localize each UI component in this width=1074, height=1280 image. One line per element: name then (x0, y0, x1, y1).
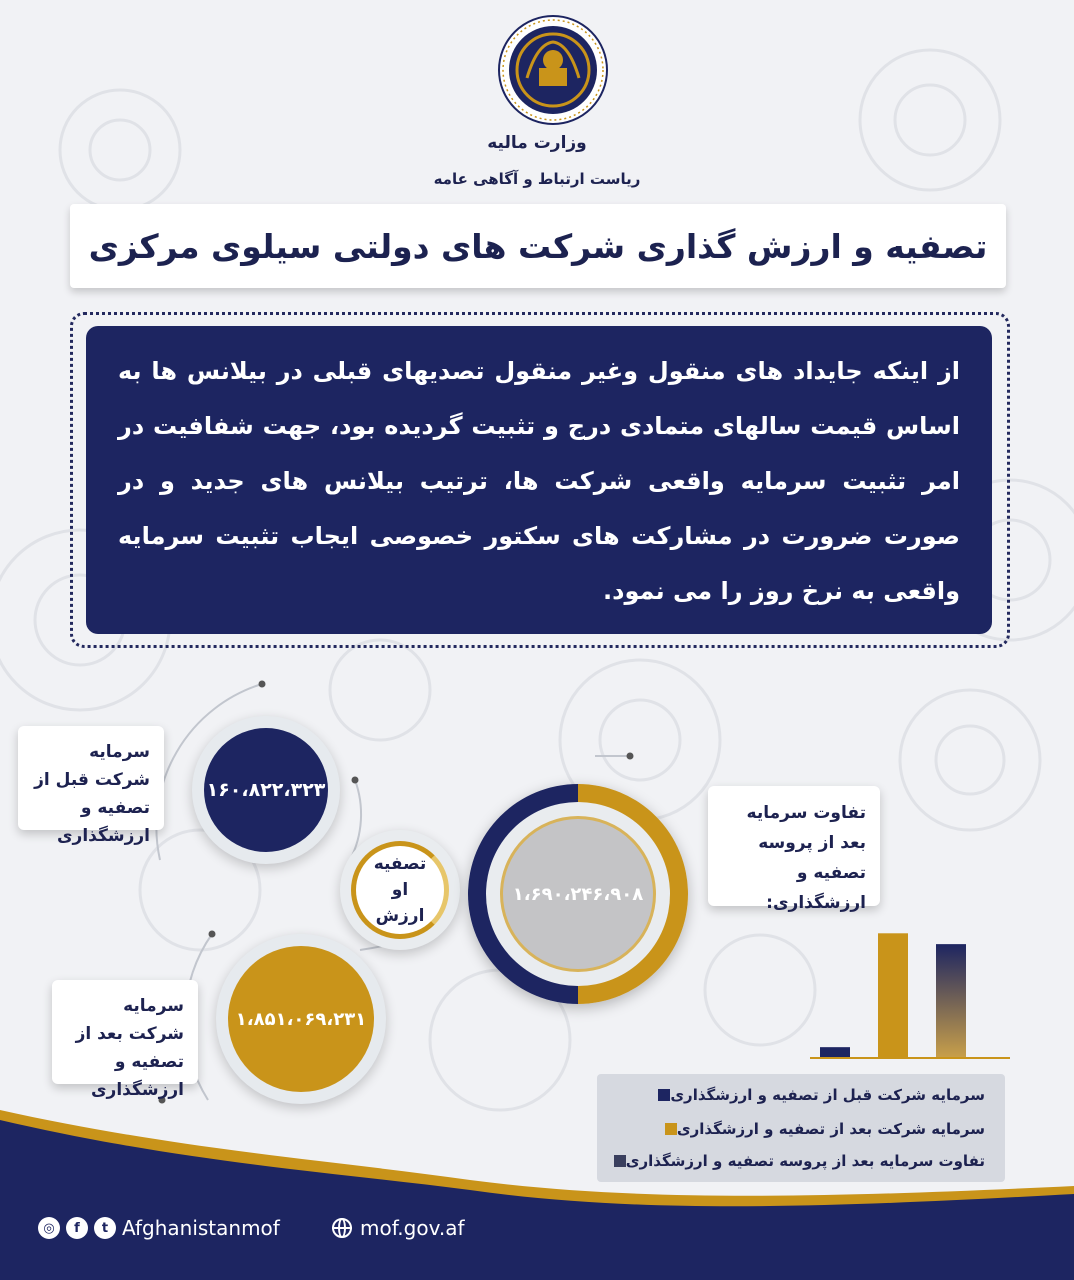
difference-circle-ring (468, 784, 688, 1004)
after-label: سرمایه شرکت بعد از تصفیه و ارزشگذاری (75, 996, 184, 1100)
website-url[interactable]: mof.gov.af (360, 1216, 465, 1240)
center-label: تصفیه او ارزش (373, 854, 427, 926)
center-circle (351, 841, 449, 939)
legend-label-after: سرمایه شرکت بعد از تصفیه و ارزشگذاری (676, 1120, 985, 1138)
social-handle[interactable]: Afghanistanmof (122, 1216, 280, 1240)
difference-label: تفاوت سرمایه بعد از پروسه تصفیه و ارزشگذاری: (746, 803, 866, 913)
page-title: تصفیه و ارزش گذاری شرکت های دولتی سیلوی مرکزی (70, 204, 1006, 288)
after-label-card (52, 980, 198, 1100)
bar-after (878, 933, 908, 1058)
before-circle (204, 728, 328, 852)
difference-circle-inner-ring (486, 802, 670, 986)
legend-label-difference: تفاوت سرمایه بعد از پروسه تصفیه و ارزشگذاری (625, 1152, 985, 1170)
twitter-icon[interactable]: t (94, 1217, 116, 1239)
website-link[interactable] (332, 1216, 465, 1240)
description-paragraph: از اینکه جایداد های منقول وغیر منقول تصدیهای قبلی در بیلانس ها به اساس قیمت سالهای متمادی درج و تثبیت گردیده بود، جهت شفافیت در امر تثبیت سرمایه واقعی شرکت ها، ترتیب بیلانس های جدید و در صورت ضرورت در مشارکت های سکتور خصوصی ایجاب تثبیت سرمایه واقعی به نرخ روز را می نمود. (86, 326, 992, 634)
before-value: ۱۶۰،۸۲۲،۳۲۳ (206, 779, 326, 801)
bar-difference (936, 944, 966, 1058)
before-label: سرمایه شرکت قبل از تصفیه و ارزشگذاری (34, 742, 150, 846)
social-links (38, 1216, 280, 1240)
footer-wave (0, 1090, 1074, 1280)
difference-value: ۱،۶۹۰،۲۴۶،۹۰۸ (512, 883, 644, 905)
instagram-icon[interactable]: ◎ (38, 1217, 60, 1239)
before-circle-ring (192, 716, 340, 864)
after-circle-ring (216, 934, 386, 1104)
bar-before (820, 1047, 850, 1058)
globe-icon (332, 1218, 352, 1238)
comparison-bar-chart (810, 918, 1010, 1062)
department-name: ریاست ارتباط و آگاهی عامه (433, 170, 641, 188)
after-value: ۱،۸۵۱،۰۶۹،۲۳۱ (235, 1008, 367, 1030)
ministry-name: وزارت مالیه (487, 133, 587, 153)
center-ring (340, 830, 460, 950)
difference-circle (500, 816, 656, 972)
legend-label-before: سرمایه شرکت قبل از تصفیه و ارزشگذاری (670, 1086, 985, 1104)
after-circle (228, 946, 374, 1092)
facebook-icon[interactable]: f (66, 1217, 88, 1239)
difference-label-card (708, 786, 880, 913)
before-label-card (18, 726, 164, 846)
